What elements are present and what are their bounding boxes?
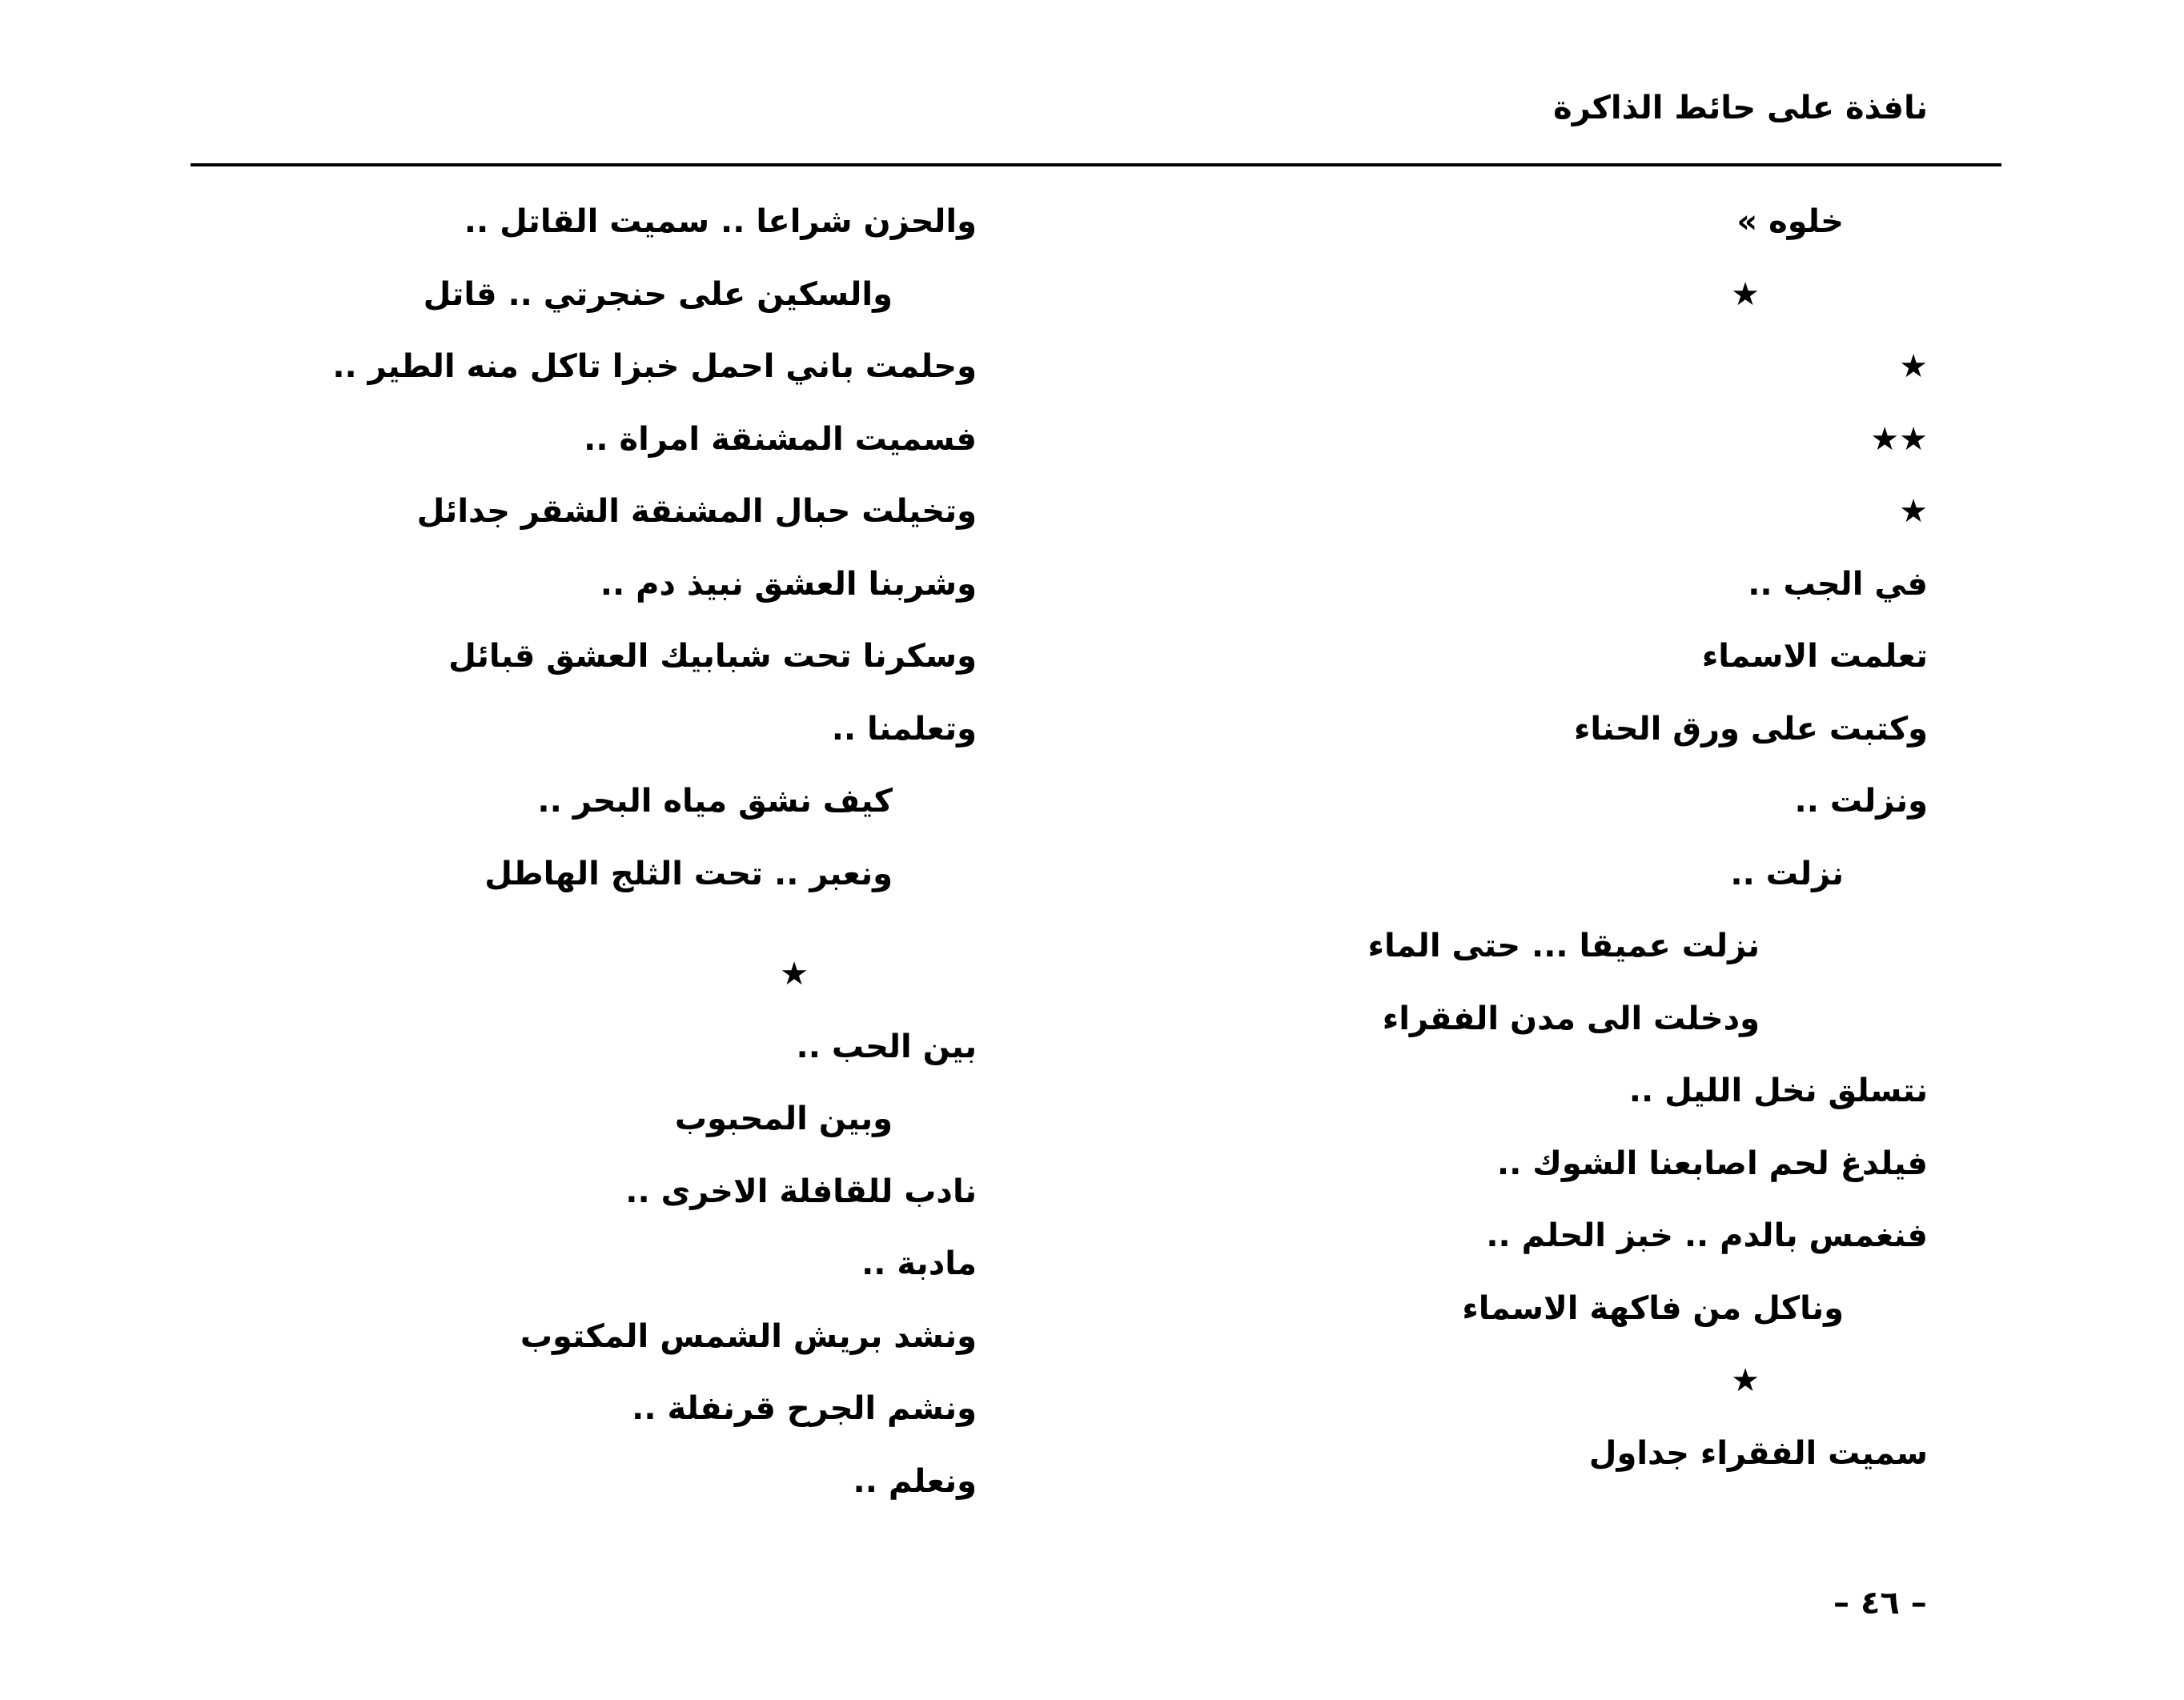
star-separator: ★ [1899, 348, 1928, 385]
left-column [176, 186, 977, 1518]
star-separator: ★★ [1870, 420, 1928, 458]
poem-line: فنغمس بالدم .. خبز الحلم .. [1486, 1217, 1928, 1254]
poem-line: في الجب .. [1748, 565, 1928, 603]
poem-line: ودخلت الى مدن الفقراء [1382, 1000, 1760, 1037]
poem-line: والحزن شراعا .. سميت القاتل .. [464, 203, 977, 240]
poem-line: ونزلت .. [1794, 783, 1928, 820]
page-number: – ٤٦ – [1833, 1585, 1927, 1622]
star-separator: ★ [780, 956, 809, 992]
poem-line: كيف نشق مياه البحر .. [537, 783, 893, 820]
star-separator: ★ [1731, 275, 1760, 313]
poem-line: ونشم الجرح قرنفلة .. [632, 1390, 977, 1427]
star-separator: ★ [1731, 1362, 1760, 1399]
header-rule [191, 163, 2001, 166]
poem-line: بين الحب .. [796, 1028, 977, 1065]
poem-line: نتسلق نخل الليل .. [1628, 1073, 1928, 1109]
poem-line: خلوه » [1736, 203, 1844, 240]
poem-line: وبين المحبوب [674, 1101, 893, 1137]
poem-line: ونعلم .. [853, 1462, 977, 1500]
poem-line: وكتبت على ورق الحناء [1573, 710, 1928, 748]
poem-line: سميت الفقراء جداول [1588, 1434, 1928, 1472]
poem-line: وحلمت باني احمل خبزا تاكل منه الطير .. [332, 348, 977, 385]
right-column [1047, 186, 1928, 1490]
poem-line: تعلمت الاسماء [1701, 638, 1928, 675]
poem-line: فيلدغ لحم اصابعنا الشوك .. [1496, 1145, 1928, 1182]
poem-line: ونعبر .. تحت الثلج الهاطل [484, 855, 893, 892]
poem-line: فسميت المشنقة امراة .. [584, 420, 977, 458]
poem-line: مادبة .. [861, 1245, 977, 1282]
poem-line: وتخيلت حبال المشنقة الشقر جدائل [416, 493, 977, 530]
poem-line: نادب للقافلة الاخرى .. [625, 1173, 977, 1210]
stanza-gap [176, 910, 977, 938]
poem-line: وتعلمنا .. [831, 710, 977, 748]
poem-line: وسكرنا تحت شبابيك العشق قبائل [448, 638, 977, 675]
poem-line: وشربنا العشق نبيذ دم .. [600, 565, 977, 603]
poem-line: والسكين على حنجرتي .. قاتل [423, 275, 893, 313]
running-header-title: نافذة على حائط الذاكرة [1553, 90, 1928, 126]
star-separator: ★ [1899, 493, 1928, 530]
poem-line: وناكل من فاكهة الاسماء [1462, 1289, 1844, 1327]
poem-line: ونشد بريش الشمس المكتوب [520, 1317, 977, 1355]
poem-line: نزلت عميقا ... حتى الماء [1367, 928, 1760, 964]
poem-line: نزلت .. [1730, 855, 1844, 892]
